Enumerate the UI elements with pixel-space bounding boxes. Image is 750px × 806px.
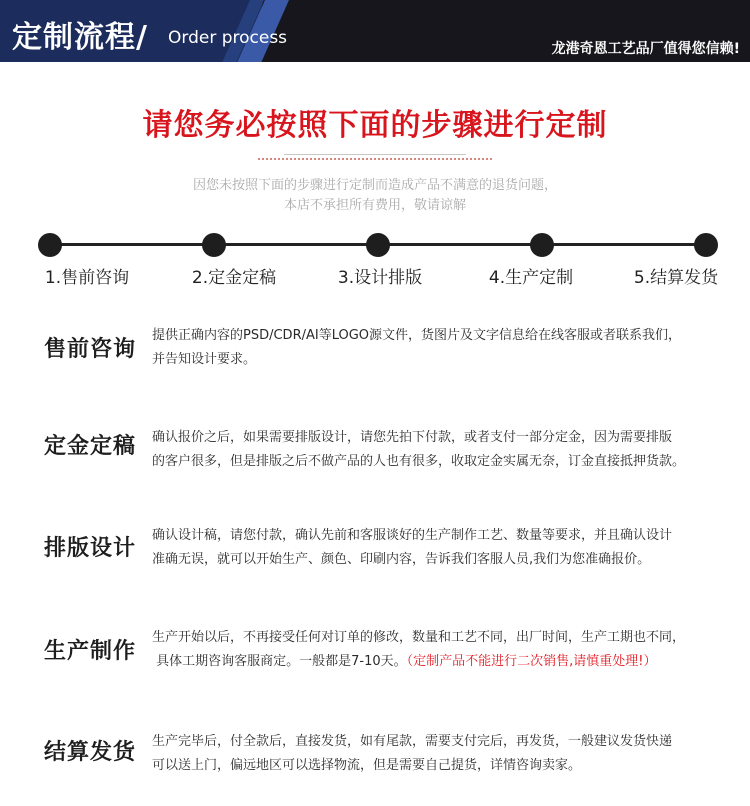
section-text-production: [152, 626, 737, 674]
step-label-1: 1.售前咨询: [44, 268, 130, 288]
notice-line-1: 因您未按照下面的步骤进行定制而造成产品不满意的退货问题，: [192, 178, 557, 193]
section-text-delivery: [152, 730, 737, 778]
notice-text: [0, 176, 750, 216]
timeline-dot-5: [694, 233, 718, 257]
title-dotted-divider: [258, 158, 492, 160]
resale-warning: （定制产品不能进行二次销售,请慎重处理!）: [406, 654, 657, 669]
header-banner: [0, 0, 750, 62]
section-text-line: 生产开始以后，不再接受任何对订单的修改，数量和工艺不同，出厂时间，生产工期也不同，: [152, 630, 686, 645]
step-label-4: 4.生产定制: [488, 268, 574, 288]
section-text-line: 的客户很多，但是排版之后不做产品的人也有很多，收取定金实属无奈，订金直接抵押货款。: [152, 454, 686, 469]
timeline-dot-4: [530, 233, 554, 257]
section-text-deposit: [152, 426, 737, 474]
section-heading-deposit: 定金定稿: [44, 434, 137, 459]
notice-line-2: 本店不承担所有费用，敬请谅解: [283, 198, 466, 213]
timeline-dot-3: [366, 233, 390, 257]
process-timeline: [50, 236, 706, 254]
step-label-2: 2.定金定稿: [191, 268, 277, 288]
section-heading-production: 生产制作: [44, 639, 137, 664]
section-text-line: 确认设计稿，请您付款，确认先前和客服谈好的生产制作工艺、数量等要求，并且确认设计: [152, 528, 673, 543]
section-heading-delivery: 结算发货: [44, 740, 137, 765]
title-divider: [284, 154, 466, 155]
section-text-line: 提供正确内容的PSD/CDR/AI等LOGO源文件，货图片及文字信息给在线客服或者联系我们，: [152, 328, 682, 343]
header-title: 定制流程/: [12, 20, 148, 55]
section-heading-design: 排版设计: [44, 536, 137, 561]
timeline-dot-1: [38, 233, 62, 257]
section-text-design: [152, 524, 737, 572]
page-title: 请您务必按照下面的步骤进行定制: [142, 108, 608, 143]
section-text-line: [152, 650, 737, 674]
section-text-line: 生产完毕后，付全款后，直接发货，如有尾款，需要支付完后，再发货，一般建议发货快递: [152, 734, 673, 749]
timeline-dot-2: [202, 233, 226, 257]
section-text-line: 可以送上门，偏远地区可以选择物流，但是需要自己提货，详情咨询卖家。: [152, 758, 582, 773]
header-subtitle: Order process: [168, 28, 288, 48]
section-text-line: 并告知设计要求。: [152, 352, 257, 367]
section-text-segment: 具体工期咨询客服商定。一般都是7-10天。: [156, 654, 407, 669]
section-text-line: 准确无误，就可以开始生产、颜色、印刷内容，告诉我们客服人员,我们为您准确报价。: [152, 552, 651, 567]
section-heading-consult: 售前咨询: [44, 337, 137, 362]
section-text-line: 确认报价之后，如果需要排版设计，请您先拍下付款，或者支付一部分定金，因为需要排版: [152, 430, 673, 445]
step-label-5: 5.结算发货: [633, 268, 719, 288]
section-text-consult: [152, 324, 737, 372]
header-slogan: 龙港奇恩工艺品厂值得您信赖!: [551, 41, 740, 57]
step-label-3: 3.设计排版: [337, 268, 423, 288]
